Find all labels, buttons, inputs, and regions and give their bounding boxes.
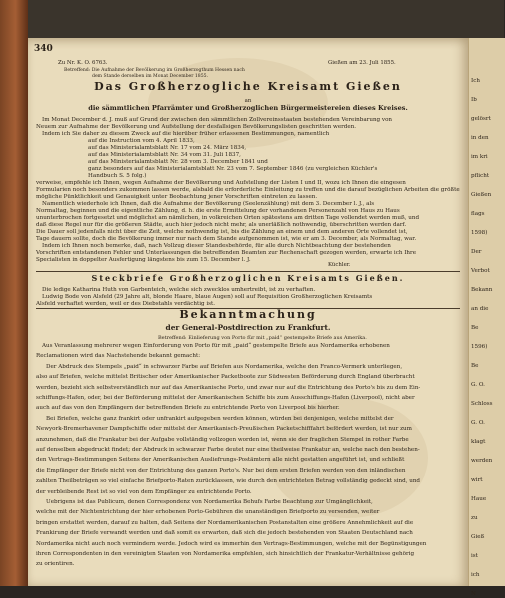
book-spine xyxy=(0,0,28,586)
text-line: auf das Ministerialamtsblatt Nr. 28 vom 3. December 1841 und xyxy=(88,159,268,165)
text-line: Bei Briefen, welche ganz frankirt oder unfrankirt aufgegeben werden können, würden bei denjenigen, welche mittelst der xyxy=(46,415,394,422)
signature: Küchler. xyxy=(328,262,351,268)
heading-bekanntmachung: Bekanntmachung xyxy=(179,308,317,321)
text-line: Aus Veranlassung mehrerer wegen Einforderung von Porto für mit „paid“ gestempelte Briefe aus Nordamerika erhobenen xyxy=(42,343,390,349)
margin-text: klagt xyxy=(471,439,486,445)
text-line: auf das Ministerialamtsblatt Nr. 17 vom 24. März 1834, xyxy=(88,145,247,151)
text-line: ganz besonders auf das Ministerialamtsblatt Nr. 23 vom 7. September 1846 (zu vergleichen Küchler's xyxy=(88,166,378,172)
margin-text: an die xyxy=(471,306,489,312)
text-line: Alsfeld verhaftet werden, weil er des Diebstahls verdächtig ist. xyxy=(36,300,216,307)
text-line: Nordamerika nicht auch noch vermindern werde. Jedoch wird es immerhin den Vertrags-Bestimmungen, welche mit der Begünstigungen xyxy=(36,540,427,547)
text-line: auf die Instruction vom 4. April 1833, xyxy=(88,138,195,144)
text-line: Normaltag, beginnen und die eigentliche Zählung, d. h. die erste Ermittelung der vorhandenen Personenzahl von Haus zu Haus xyxy=(36,208,400,214)
heading-addressees: die sämmtlichen Pfarrämter und Großherzoglichen Bürgermeistereien dieses Kreises. xyxy=(88,104,408,112)
margin-text: Haue xyxy=(471,496,487,502)
margin-text: ist xyxy=(471,553,478,559)
margin-text: N xyxy=(471,591,476,597)
dateline: Gießen am 23. Juli 1855. xyxy=(328,60,396,66)
text-line: anzunehmen, daß die Frankatur bei der Aufgabe vollständig vollzogen worden ist, wenn sie der fraglichen Stempel in rother Farbe xyxy=(36,436,409,443)
heading-an: an xyxy=(244,98,252,104)
margin-text: G. O. xyxy=(471,382,485,388)
margin-text: flags xyxy=(471,211,485,217)
margin-text: G. O. xyxy=(471,420,485,426)
margin-text: 1596) xyxy=(471,344,488,350)
margin-text: werden xyxy=(471,458,493,464)
betreff-line: Betreffend: Einlieferung von Porto für mit „paid“ gestempelte Briefe aus Amerika. xyxy=(158,335,367,341)
text-line: Indem ich Ihnen noch bemerke, daß, nach Vollzug dieser Standesbehörde, für alle durch Nichtbeachtung der bestehenden xyxy=(42,243,391,249)
text-line: Tage dauern sollte, doch die Bevölkerung immer nur nach dem Stande aufgenommen ist, wie er am 3. December, als Normaltag, war. xyxy=(36,236,417,242)
margin-text: Bekann xyxy=(471,287,493,293)
text-line: Im Monat December d. J. muß auf Grund der zwischen den sämmtlichen Zollvereinsstaaten bestehenden Vereinbarung von xyxy=(42,117,393,123)
betreff-line: dem Stande derselben im Monat December 1855. xyxy=(92,74,209,79)
text-line: zahlten Theilbeträgen so viel einfache Briefporto-Raten zurücklassen, wie durch den entrichteten Betrag vollständig gedeckt sind, und xyxy=(36,478,421,485)
text-line: Specialisten in doppelter Ausfertigung längstens bis zum 15. December l. J. xyxy=(36,257,251,263)
text-line: Die ledige Katharina Huth von Garbenteich, welche sich zwecklos umhertreibt, ist zu verhaften. xyxy=(42,287,316,293)
text-line: Handbuch S. 5 folg.) xyxy=(88,173,147,179)
page-number: 340 xyxy=(34,44,53,54)
margin-text: in den xyxy=(471,135,489,141)
book-page xyxy=(28,38,468,586)
margin-text: Verbot xyxy=(471,268,490,274)
margin-text: Ib xyxy=(471,97,477,103)
text-line: bringen erstattet werden, darauf zu halten, daß Seitens der Nordamerikanischen Postanstalten eine größere Annehmlichkeit auf die xyxy=(36,519,414,526)
margin-text: Der xyxy=(471,249,482,255)
adjacent-page-edge xyxy=(468,38,505,597)
text-line: Vorschriften entstandenen Fehler und Unterlassungen die betreffenden Beamten zur Rechenschaft gezogen werden, erwarte ich Ihre xyxy=(36,250,417,256)
betreff-line: Betreffend: Die Aufnahme der Bevölkerung im Großherzogthum Hessen nach xyxy=(64,68,245,73)
text-line: ununterbrochen fortgesetzt und möglichst am nämlichen, in volkreichen Orten spätestens am dritten Tage vollendet werden muß, und xyxy=(36,215,420,221)
margin-text: gelösrt xyxy=(471,116,491,122)
text-line: mögliche Pünktlichkeit und Genauigkeit unter Beobachtung jener Vorschriften eintreten zu lassen. xyxy=(36,194,318,200)
text-line: Frankirung der Briefe verwandt werden und daß somit es erwarten, daß sich die jedoch bestehenden von Staaten Deutschland nach xyxy=(36,530,413,537)
text-line: zu orientiren. xyxy=(36,561,75,568)
margin-text: im kri xyxy=(471,154,488,160)
scan-background xyxy=(28,0,504,38)
text-line: Ludwig Bode von Alsfeld (29 Jahre alt, blonde Haare, blaue Augen) soll auf Requisition Großherzoglichen Kreisamts xyxy=(42,293,373,300)
text-line: Reclamationen wird das Nachstehende bekannt gemacht: xyxy=(36,353,201,360)
text-line: werden, bezieht sich selbstverständlich nur auf das Amerikanische Porto, und zwar nur auf die Entrichtung des Porto's bis zu dem Ein- xyxy=(36,384,421,391)
text-line: der verbleibende Rest ist so viel von dem Empfänger zu entrichtende Porto. xyxy=(36,488,252,495)
heading-steckbriefe: Steckbriefe Großherzoglichen Kreisamts Gießen. xyxy=(91,273,405,283)
margin-text: ich xyxy=(471,572,480,578)
margin-text: Be xyxy=(471,325,479,331)
heading-postdirection: der General-Postdirection zu Frankfurt. xyxy=(165,323,331,332)
margin-text: Gieß xyxy=(471,534,485,540)
text-line: verweise, empfehle ich Ihnen, wegen Aufnahme der Bevölkerung und Aufstellung der Listen I und II, wozu ich Ihnen die eingesen xyxy=(36,180,406,186)
text-line: daß diese Regel nur für die größeren Städte, auch hier jedoch nicht mehr, als unerläßlich nothwendig, überschritten werden darf. xyxy=(36,222,407,228)
text-line: welche mit der Nichtentrichtung der hier erhobenen Porto-Gebühren die unanständigen Briefporto zu versenden, weiter xyxy=(36,509,380,516)
margin-text: wirt xyxy=(471,477,483,483)
text-line: auf denselben abgedruckt findet; der Abdruck in schwarzer Farbe deutet nur eine theilweise Frankatur an, welche nach den bestehen- xyxy=(36,447,420,453)
margin-text: Ich xyxy=(471,78,480,84)
text-line: Der Abdruck des Stempels „paid“ in schwarzer Farbe auf Briefen aus Nordamerika, welche den Franco-Vermerk unterliegen, xyxy=(46,363,403,370)
text-line: Neuem zur Aufnahme der Bevölkerung und Aufstellung der desfallsigen Bevölkerungslisten geschritten werden. xyxy=(36,124,357,130)
divider xyxy=(36,271,460,272)
margin-text: Gießen xyxy=(471,192,492,198)
text-line: ihren Correspondenten in den vereinigten Staaten von Nordamerika empfehlen, sich hinsichtlich der Frankatur-Verhältnisse gehörig xyxy=(36,551,415,557)
text-line: Newyork-Bremerhavener Dampfschiffe oder mittelst der Amerikanisch-Preußischen Packetschifffahrt befördert werden, ist nur zum xyxy=(36,426,412,433)
margin-text: Schloss xyxy=(471,401,493,407)
text-line: Namentlich wiederhole ich Ihnen, daß die Aufnahme der Bevölkerung (Seelenzählung) mit dem 3. December l. J., als xyxy=(42,201,375,207)
text-line: also auf Briefen, welche mittelst Britischer oder Amerikanischer Packetboote zur Südwesten Beförderung durch England überbracht xyxy=(36,374,415,381)
margin-text: zu xyxy=(471,515,478,521)
text-line: auf das Ministerialamtsblatt Nr. 34 vom 31. Juli 1837, xyxy=(88,152,241,158)
text-line: schiffungs-Hafen, oder, bei der Beförderung mittelst der Amerikanischen Schiffe bis zum Ausschiffungs-Hafen (Liverpool), nicht aber xyxy=(36,395,415,401)
margin-text: 1598) xyxy=(471,230,488,236)
text-line: die Empfänger der Briefe nicht von der Entrichtung des ganzen Porto's. Nur bei dem ersten Briefen werden von den inländischen xyxy=(36,467,406,474)
text-line: den Vertrags-Bestimmungen Seitens der Amerikanischen Ausliefrungs-Postämtern alle nicht gestatten angeführt ist, und schließt xyxy=(36,457,405,464)
text-line: Indem ich Sie daher zu diesem Zweck auf die hierüber früher erlassenen Bestimmungen, namentlich xyxy=(42,131,330,137)
heading-kreisamt: Das Großherzogliche Kreisamt Gießen xyxy=(94,80,402,93)
margin-text: pflicht xyxy=(471,173,490,179)
text-line: Die Dauer soll jedenfalls nicht über die Zeit, welche nothwendig ist, bis die Zählung an einem und dem anderen Orte vollendet ist, xyxy=(36,229,408,235)
margin-text: Be xyxy=(471,363,479,369)
text-line: auch auf das von den Empfängern der betreffenden Briefe zu entrichtende Porto von Liverpool bis hierher. xyxy=(36,405,340,412)
text-line: Uebrigens ist das Publicum, denen Correspondenz von Nordamerika Behufs Farbe Beachtung zur Umgänglichkeit, xyxy=(46,499,373,505)
text-line: Formularien noch besonders zukommen lassen werde, alsbald die erforderliche Einleitung zu treffen und die darauf bezüglichen Arbeiten die größte xyxy=(36,187,460,193)
reference-number: Zu Nr. K. O. 6763. xyxy=(58,60,108,66)
